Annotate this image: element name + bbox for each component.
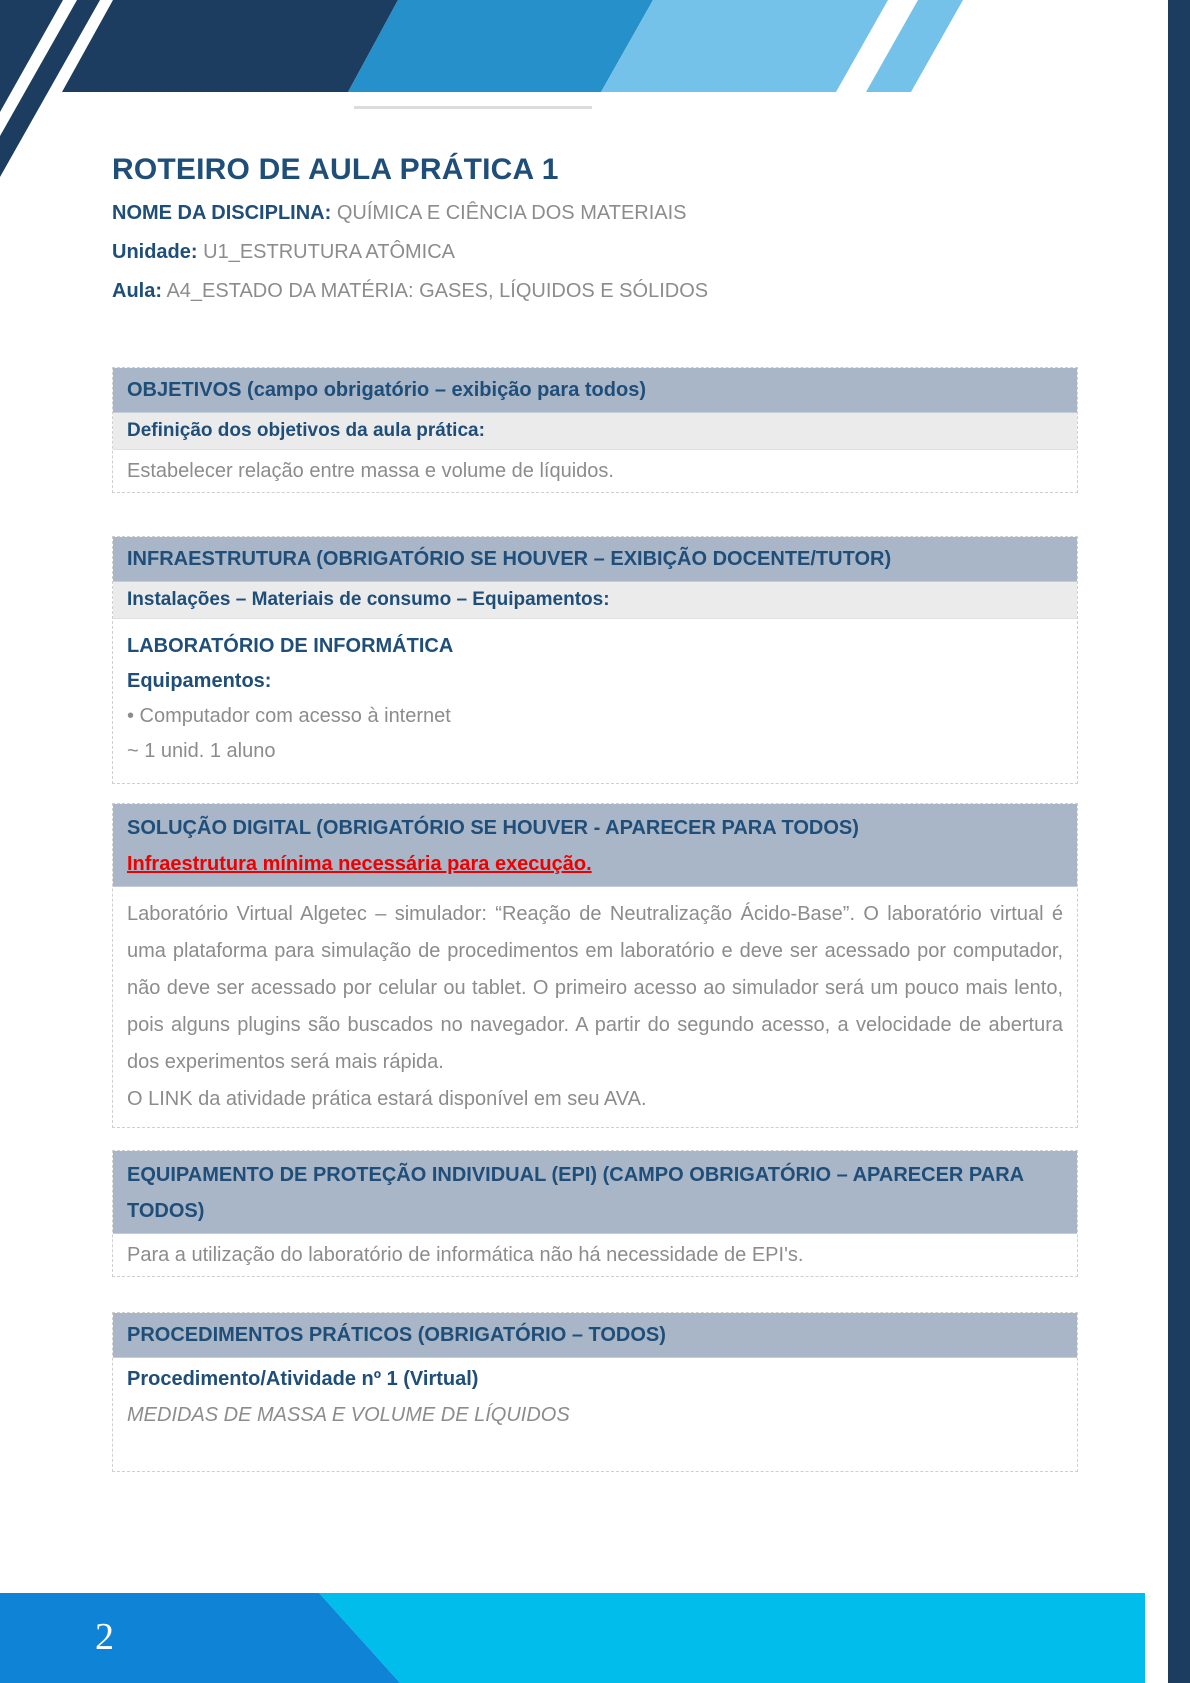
section-procedimentos	[112, 1312, 1078, 1472]
section-header: OBJETIVOS (campo obrigatório – exibição para todos)	[113, 368, 1077, 413]
footer-stripes	[0, 1593, 1190, 1683]
section-header	[113, 804, 1077, 887]
banner-navy-band	[62, 0, 398, 92]
meta-value: A4_ESTADO DA MATÉRIA: GASES, LÍQUIDOS E SÓLIDOS	[166, 280, 709, 302]
banner-faint-line	[354, 106, 592, 109]
meta-label: NOME DA DISCIPLINA:	[112, 202, 332, 224]
meta-value: U1_ESTRUTURA ATÔMICA	[203, 241, 456, 263]
page-title: ROTEIRO DE AULA PRÁTICA 1	[112, 153, 559, 186]
meta-value: QUÍMICA E CIÊNCIA DOS MATERIAIS	[336, 202, 687, 224]
section-subheader: Instalações – Materiais de consumo – Equipamentos:	[113, 582, 1077, 619]
meta-block	[112, 202, 708, 319]
banner-lightblue-slash	[866, 0, 963, 92]
banner-blue-band	[348, 0, 653, 92]
right-edge-strip	[1168, 0, 1190, 1683]
footer-cyan-band	[319, 1593, 1145, 1683]
meta-line-disciplina	[112, 202, 708, 225]
equipment-bullet-item: • Computador com acesso à internet	[127, 705, 451, 727]
section-header: EQUIPAMENTO DE PROTEÇÃO INDIVIDUAL (EPI) (CAMPO OBRIGATÓRIO – APARECER PARA TODOS)	[113, 1151, 1077, 1234]
meta-line-aula	[112, 280, 708, 303]
section-infraestrutura	[112, 536, 1078, 784]
section-red-subheader: Infraestrutura mínima necessária para execução.	[127, 853, 592, 875]
section-header: INFRAESTRUTURA (OBRIGATÓRIO SE HOUVER – EXIBIÇÃO DOCENTE/TUTOR)	[113, 537, 1077, 582]
section-epi	[112, 1150, 1078, 1277]
section-header-text: SOLUÇÃO DIGITAL (OBRIGATÓRIO SE HOUVER - APARECER PARA TODOS)	[127, 817, 859, 839]
section-solucao-digital	[112, 803, 1078, 1128]
page-number: 2	[95, 1616, 114, 1658]
footer-band	[0, 1593, 1190, 1683]
procedure-title: MEDIDAS DE MASSA E VOLUME DE LÍQUIDOS	[127, 1404, 570, 1426]
section-body: Estabelecer relação entre massa e volume de líquidos.	[113, 450, 1077, 492]
equipment-label: Equipamentos:	[127, 670, 272, 692]
meta-label: Aula:	[112, 280, 162, 302]
section-objetivos	[112, 367, 1078, 493]
section-header: PROCEDIMENTOS PRÁTICOS (OBRIGATÓRIO – TODOS)	[113, 1313, 1077, 1358]
lab-title: LABORATÓRIO DE INFORMÁTICA	[127, 635, 454, 657]
section-body	[113, 887, 1077, 1127]
section-body	[113, 1358, 1077, 1471]
procedure-label: Procedimento/Atividade nº 1 (Virtual)	[127, 1368, 479, 1390]
solucao-paragraph: Laboratório Virtual Algetec – simulador: “Reação de Neutralização Ácido-Base”. O laboratório virtual é uma plataforma para simulação de procedimentos em laboratório e deve ser acessado por computador, não deve ser acessado por celular ou tablet. O primeiro acesso ao simulador será um pouco mais lento, pois alguns plugins são buscados no navegador. A partir do segundo acesso, a velocidade de abertura dos experimentos será mais rápida.	[127, 903, 1063, 1073]
section-body	[113, 619, 1077, 783]
section-body: Para a utilização do laboratório de informática não há necessidade de EPI's.	[113, 1234, 1077, 1276]
meta-line-unidade	[112, 241, 708, 264]
equipment-quantity: ~ 1 unid. 1 aluno	[127, 740, 276, 762]
section-subheader: Definição dos objetivos da aula prática:	[113, 413, 1077, 450]
meta-label: Unidade:	[112, 241, 198, 263]
solucao-link-line: O LINK da atividade prática estará disponível em seu AVA.	[127, 1088, 647, 1110]
